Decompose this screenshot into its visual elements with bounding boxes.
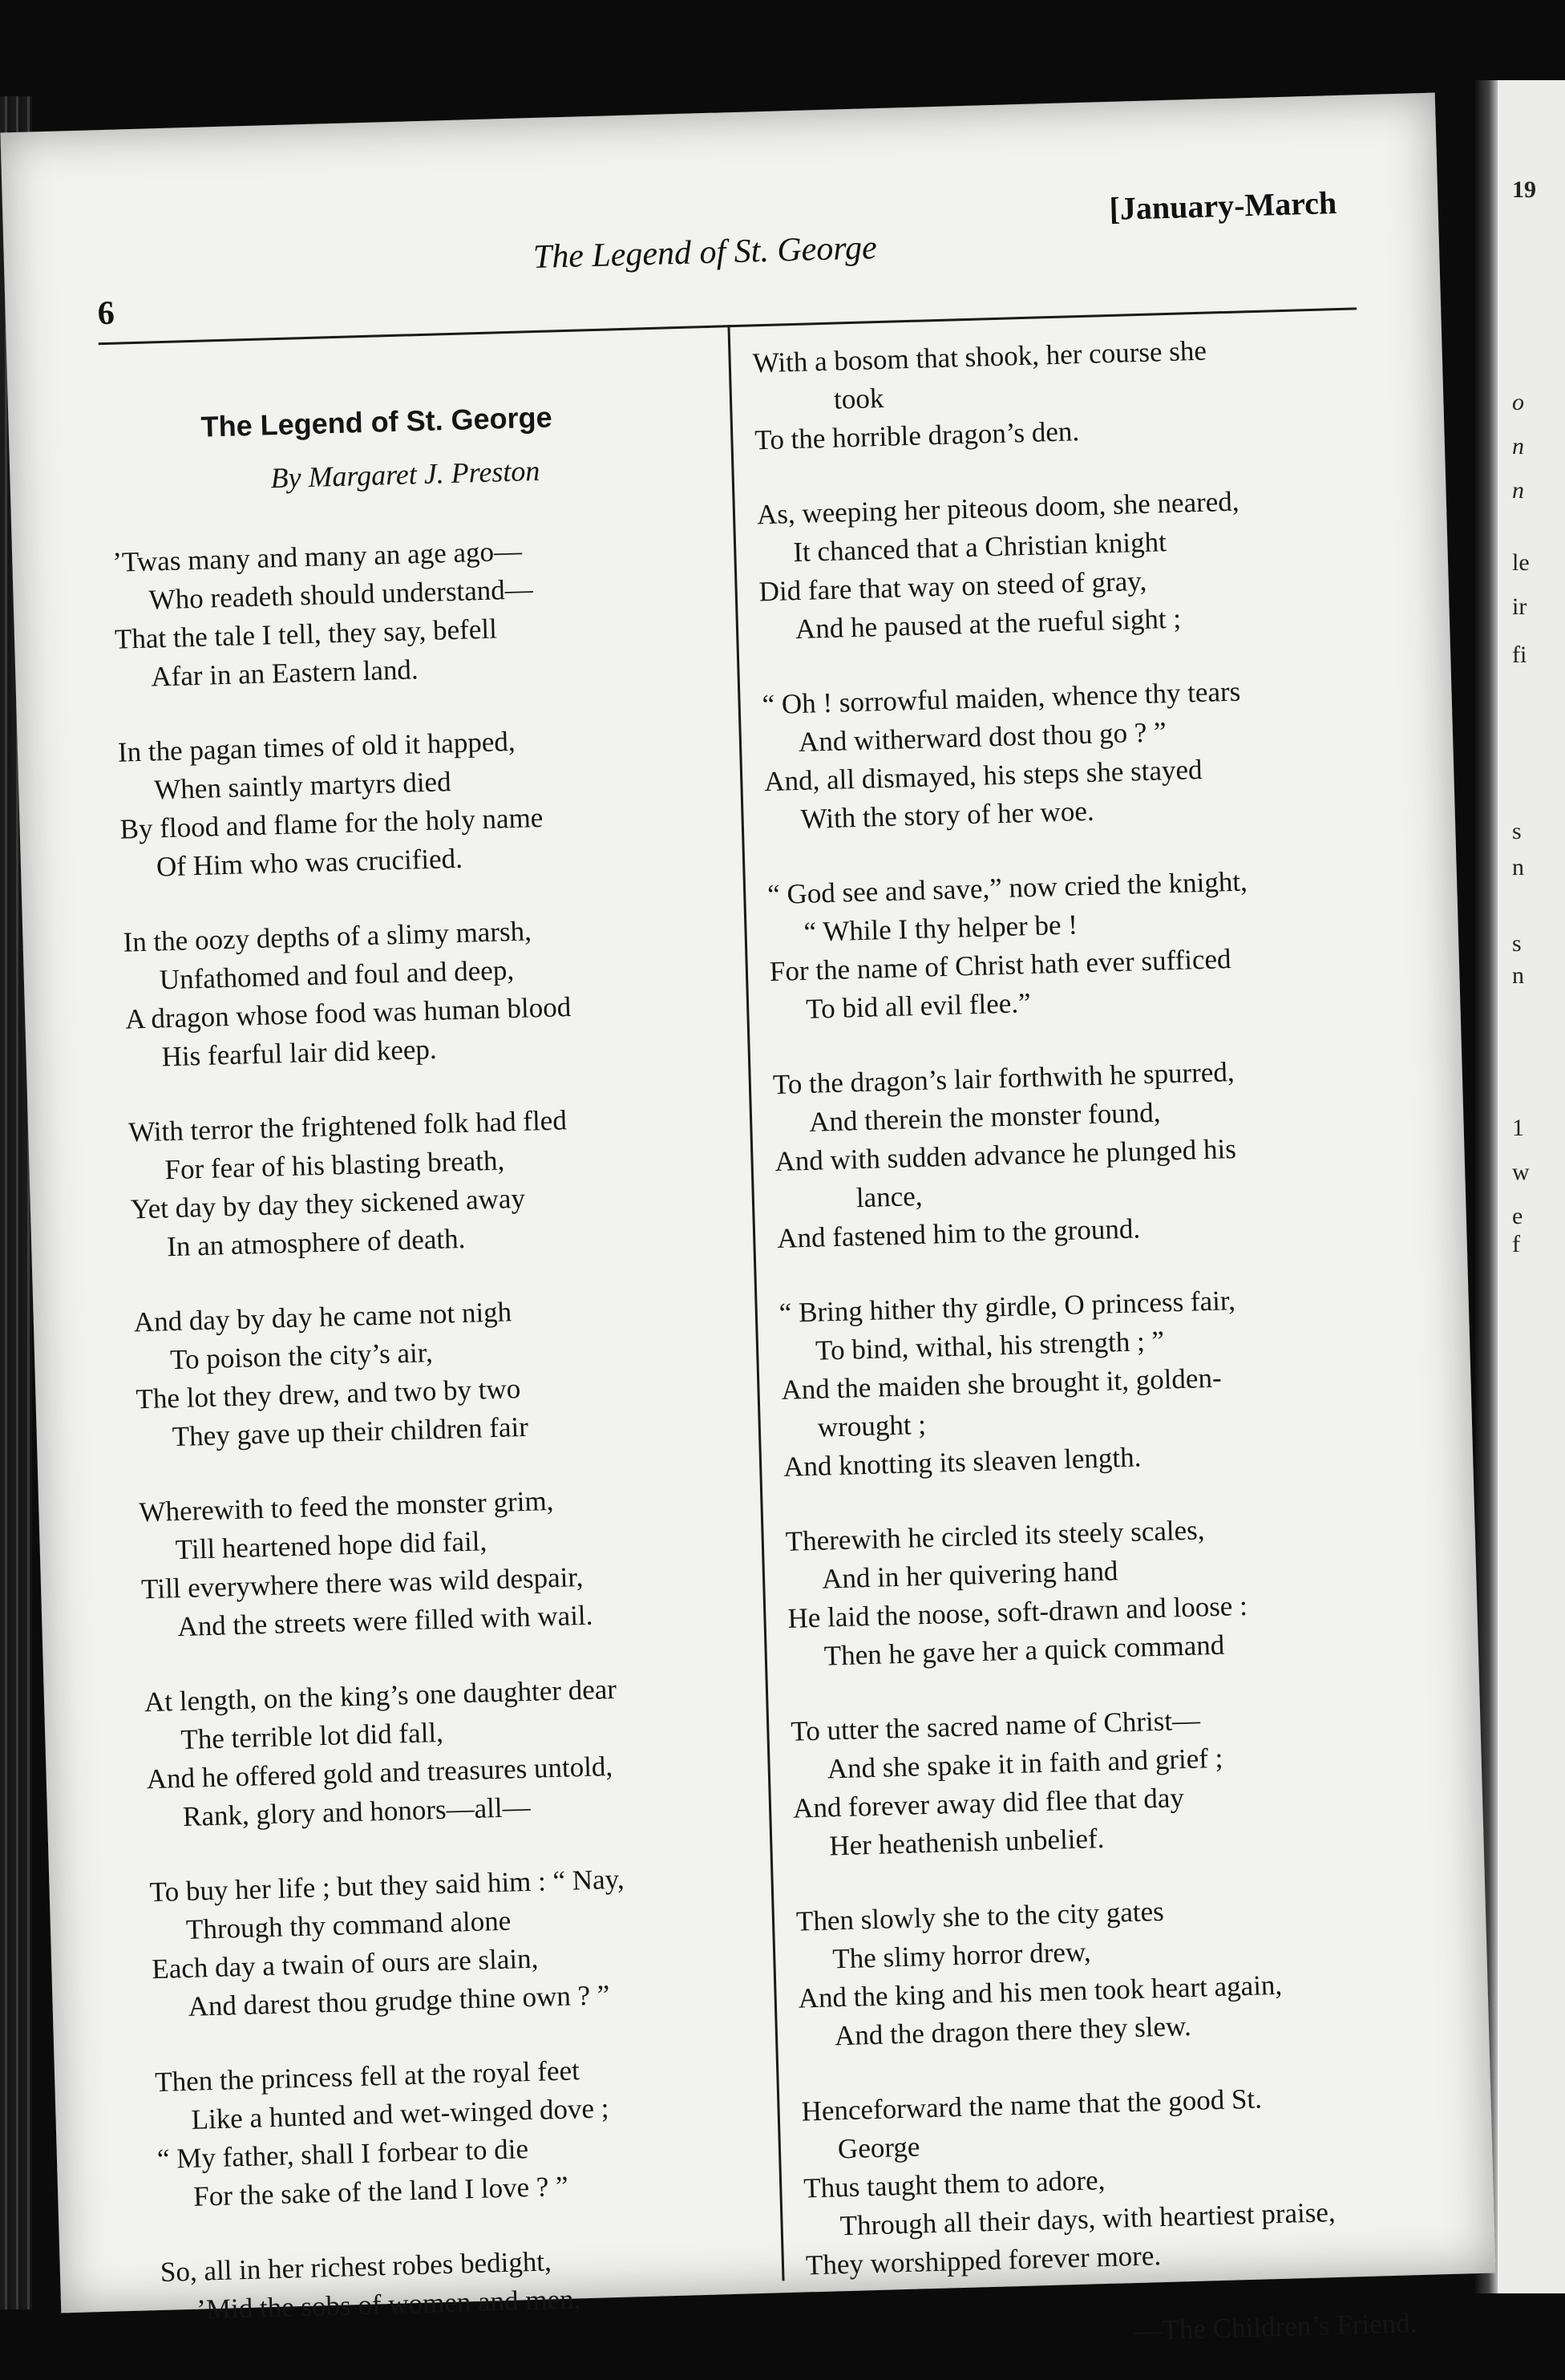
poem-line: Unfathomed and foul and deep, (159, 954, 515, 996)
poem-line: And the streets were filled with wail. (176, 1599, 593, 1643)
poem-line: Each day a twain of ours are slain, (151, 1942, 539, 1985)
poem-line: Through all their days, with heartiest praise, (839, 2196, 1337, 2242)
poem-line: To bid all evil flee.” (805, 987, 1032, 1025)
poem-line: Therewith he circled its steely scales, (785, 1514, 1206, 1557)
poem-line: lance, (855, 1180, 923, 1214)
stanza (767, 858, 1397, 1030)
right-column (752, 327, 1434, 2360)
poem-line: The lot they drew, and two by two (135, 1373, 521, 1415)
poem-line: took (833, 382, 884, 415)
edge-fragment: fi (1512, 642, 1527, 668)
poem-line: They gave up their children fair (172, 1411, 529, 1453)
poem-line: At length, on the king’s one daughter dear (144, 1673, 617, 1718)
stanza (160, 2236, 770, 2330)
poem-line: Then he gave her a quick command (823, 1629, 1225, 1672)
poem-line: He laid the noose, soft-drawn and loose : (787, 1589, 1248, 1634)
poem-line: And day by day he came not nigh (133, 1296, 512, 1338)
page-number: 6 (97, 294, 115, 333)
stanza (752, 327, 1381, 460)
source-credit: —The Children’s Friend. (1134, 2307, 1417, 2347)
poem-line: Rank, glory and honors—all— (182, 1791, 532, 1832)
poem-line: Thus taught them to adore, (803, 2164, 1106, 2204)
stanza (778, 1277, 1409, 1487)
poem-line: That the tale I tell, they say, befell (114, 613, 498, 655)
stanza (756, 479, 1385, 650)
poem-line: And in her quivering hand (821, 1555, 1118, 1595)
stanza (795, 1885, 1425, 2057)
byline: By Margaret J. Preston (269, 454, 540, 495)
running-title: The Legend of St. George (532, 229, 878, 277)
poem-line: “ God see and save,” now cried the knight, (766, 865, 1248, 911)
right-stanzas (752, 327, 1431, 2285)
adjacent-page-edge (1475, 80, 1565, 2293)
poem-line: Then slowly she to the city gates (795, 1895, 1165, 1937)
stanza (128, 1096, 742, 1267)
poem-line: The terrible lot did fall, (180, 1716, 444, 1756)
edge-fragment: e (1512, 1203, 1523, 1229)
edge-fragment: n (1512, 854, 1524, 880)
poem-line: And the dragon there they slew. (834, 2010, 1192, 2052)
poem-line: Till heartened hope did fail, (175, 1525, 487, 1566)
poem-line: With a bosom that shook, her course she (752, 334, 1207, 379)
poem-line: And therein the monster found, (808, 1096, 1161, 1138)
poem-line: “ Bring hither thy girdle, O princess fair, (778, 1285, 1236, 1329)
edge-fragment: s (1512, 818, 1522, 844)
poem-line: To the dragon’s lair forthwith he spurred, (772, 1056, 1235, 1101)
stanza (785, 1505, 1414, 1677)
poem-line: To bind, withal, his strength ; ” (815, 1325, 1165, 1366)
poem-line: As, weeping her piteous doom, she neared, (756, 485, 1240, 531)
poem-line: wrought ; (817, 1408, 927, 1443)
poem-line: They worshipped forever more. (805, 2240, 1162, 2281)
poem-line: To the horrible dragon’s den. (754, 415, 1080, 456)
edge-fragment: ir (1512, 593, 1527, 620)
poem-line: “ Oh ! sorrowful maiden, whence thy tears (762, 675, 1241, 721)
poem-line: To buy her life ; but they said him : “ Nay, (149, 1863, 625, 1908)
stanza (133, 1286, 746, 1457)
poem-line: Afar in an Eastern land. (150, 654, 419, 693)
poem-line: Wherewith to feed the monster grim, (138, 1484, 554, 1528)
poem-line: To poison the city’s air, (169, 1337, 434, 1376)
edge-fragment: n (1512, 962, 1524, 989)
poem-line: And fastened him to the ground. (776, 1212, 1141, 1254)
poem-line: Henceforward the name that the good St. (801, 2082, 1263, 2127)
stanza (762, 668, 1391, 840)
poem-line: Her heathenish unbelief. (828, 1822, 1105, 1862)
poem-line: For fear of his blasting breath, (164, 1144, 505, 1186)
poem-line: With the story of her woe. (800, 795, 1095, 835)
poem-line: And he paused at the rueful sight ; (795, 602, 1182, 646)
poem-line: And with sudden advance he plunged his (774, 1132, 1237, 1178)
poem-line: For the name of Christ hath ever sufficed (769, 943, 1232, 988)
poem-line: ’Mid the sobs of women and men, (196, 2283, 581, 2325)
poem-line: Yet day by day they sickened away (130, 1182, 526, 1225)
stanza (772, 1048, 1402, 1258)
poem-line: For the sake of the land I love ? ” (192, 2170, 569, 2212)
left-stanzas (112, 527, 771, 2330)
stanza (801, 2075, 1431, 2285)
edge-fragment: n (1512, 433, 1524, 459)
poem-line: Of Him who was crucified. (156, 842, 463, 883)
poem-title: The Legend of St. George (200, 400, 553, 443)
stanza (791, 1695, 1420, 1867)
stanza (117, 717, 730, 888)
poem-line: In the oozy depths of a slimy marsh, (123, 915, 532, 958)
poem-line: And he offered gold and treasures untold, (146, 1750, 613, 1795)
poem-line: And witherward dost thou go ? ” (798, 716, 1167, 759)
issue-label: [January-March (1108, 184, 1337, 227)
poem-line: Through thy command alone (185, 1904, 512, 1945)
edge-fragment: w (1512, 1159, 1530, 1185)
poem-line: Till everywhere there was wild despair, (140, 1560, 584, 1605)
poem-line: “ My father, shall I forbear to die (156, 2133, 529, 2176)
edge-fragment: 1 (1512, 1115, 1524, 1141)
stanza (155, 2046, 768, 2217)
left-column (107, 346, 772, 2366)
poem-line: And knotting its sleaven length. (782, 1441, 1142, 1483)
poem-line: “ While I thy helper be ! (803, 909, 1078, 948)
poem-line: Then the princess fell at the royal feet (154, 2054, 580, 2099)
poem-line: And she spake it in faith and grief ; (827, 1742, 1223, 1785)
poem-line: With terror the frightened folk had fled (127, 1104, 568, 1148)
poem-line: And the maiden she brought it, golden- (780, 1362, 1223, 1406)
poem-line: ’Twas many and many an age ago— (111, 535, 523, 578)
edge-fragment: 19 (1512, 176, 1536, 203)
poem-line: In the pagan times of old it happed, (117, 725, 516, 768)
edge-fragment: le (1512, 549, 1530, 576)
poem-line: And the king and his men took heart again, (798, 1969, 1283, 2014)
edge-fragment: s (1512, 930, 1522, 957)
edge-fragment: o (1512, 389, 1524, 415)
poem-line: When saintly martyrs died (153, 766, 452, 806)
poem-line: And darest thou grudge thine own ? ” (188, 1979, 610, 2022)
edge-fragment: n (1512, 477, 1524, 504)
poem-line: And, all dismayed, his steps she stayed (763, 753, 1203, 798)
poem-line: And forever away did flee that day (792, 1782, 1185, 1824)
poem-line: A dragon whose food was human blood (124, 991, 572, 1035)
stanza (144, 1666, 757, 1837)
stanza (123, 906, 736, 1077)
poem-line: In an atmosphere of death. (166, 1222, 466, 1263)
magazine-page (0, 93, 1495, 2347)
stanza (139, 1476, 752, 1647)
stanza (149, 1856, 762, 2027)
poem-line: His fearful lair did keep. (161, 1033, 438, 1073)
edge-fragment: f (1512, 1231, 1520, 1257)
poem-line: So, all in her richest robes bedight, (160, 2245, 552, 2288)
stanza (112, 527, 726, 698)
poem-line: To utter the sacred name of Christ— (790, 1704, 1201, 1747)
poem-line: It chanced that a Christian knight (792, 526, 1167, 569)
poem-line: Who readeth should understand— (148, 573, 534, 616)
poem-line: By flood and flame for the holy name (119, 801, 544, 845)
poem-line: George (837, 2131, 920, 2165)
poem-line: Like a hunted and wet-winged dove ; (191, 2092, 609, 2135)
poem-line: The slimy horror drew, (831, 1936, 1092, 1975)
poem-line: Did fare that way on steed of gray, (758, 565, 1147, 608)
